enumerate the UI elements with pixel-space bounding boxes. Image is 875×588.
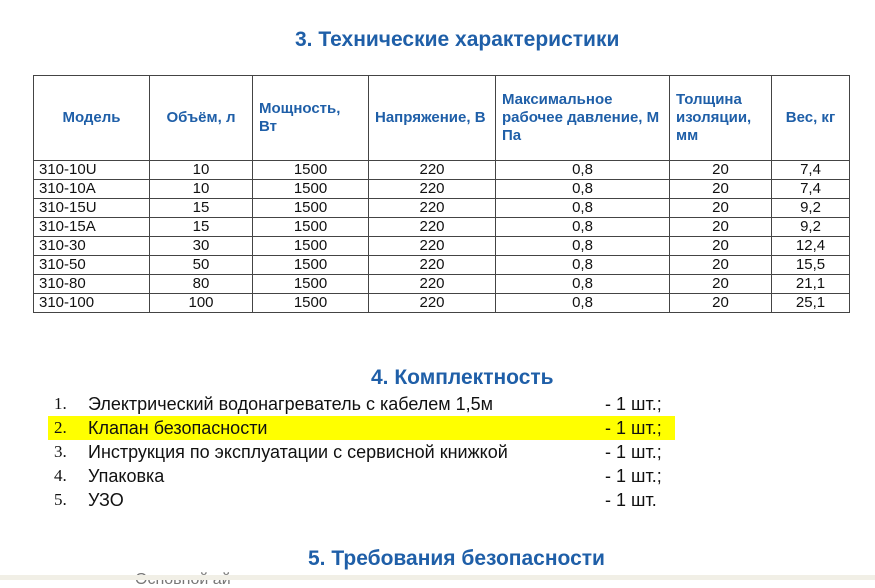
cell-weight: 9,2 bbox=[772, 199, 850, 218]
cell-insulation: 20 bbox=[670, 275, 772, 294]
cell-model: 310-10A bbox=[34, 180, 150, 199]
kit-list bbox=[48, 392, 675, 512]
cell-model: 310-15A bbox=[34, 218, 150, 237]
cell-model: 310-80 bbox=[34, 275, 150, 294]
cell-model: 310-30 bbox=[34, 237, 150, 256]
item-name: Упаковка bbox=[88, 466, 165, 486]
cell-insulation: 20 bbox=[670, 237, 772, 256]
item-number: 4. bbox=[54, 466, 67, 485]
cell-pressure: 0,8 bbox=[496, 237, 670, 256]
cell-weight: 15,5 bbox=[772, 256, 850, 275]
item-number: 2. bbox=[54, 418, 67, 437]
cell-power: 1500 bbox=[253, 199, 369, 218]
item-number: 3. bbox=[54, 442, 67, 461]
cell-power: 1500 bbox=[253, 218, 369, 237]
header-model: Модель bbox=[34, 76, 150, 161]
cell-pressure: 0,8 bbox=[496, 275, 670, 294]
list-item bbox=[48, 488, 675, 512]
cell-volume: 50 bbox=[150, 256, 253, 275]
specs-table bbox=[33, 75, 850, 313]
bottom-bar bbox=[0, 575, 875, 580]
item-name: Клапан безопасности bbox=[88, 418, 268, 438]
table-row bbox=[34, 256, 850, 275]
header-power: Мощность, Вт bbox=[253, 76, 369, 161]
cell-weight: 25,1 bbox=[772, 294, 850, 313]
cell-pressure: 0,8 bbox=[496, 161, 670, 180]
table-row bbox=[34, 237, 850, 256]
cell-insulation: 20 bbox=[670, 199, 772, 218]
cell-power: 1500 bbox=[253, 294, 369, 313]
cell-voltage: 220 bbox=[369, 199, 496, 218]
table-row bbox=[34, 275, 850, 294]
cell-model: 310-10U bbox=[34, 161, 150, 180]
cell-weight: 21,1 bbox=[772, 275, 850, 294]
cell-voltage: 220 bbox=[369, 161, 496, 180]
cell-power: 1500 bbox=[253, 237, 369, 256]
cell-model: 310-50 bbox=[34, 256, 150, 275]
item-quantity: - 1 шт.; bbox=[605, 418, 662, 438]
cell-power: 1500 bbox=[253, 256, 369, 275]
cell-weight: 12,4 bbox=[772, 237, 850, 256]
cell-power: 1500 bbox=[253, 161, 369, 180]
cell-pressure: 0,8 bbox=[496, 256, 670, 275]
cell-power: 1500 bbox=[253, 180, 369, 199]
cell-volume: 10 bbox=[150, 161, 253, 180]
cell-voltage: 220 bbox=[369, 237, 496, 256]
item-quantity: - 1 шт.; bbox=[605, 466, 662, 486]
table-row bbox=[34, 199, 850, 218]
cell-insulation: 20 bbox=[670, 180, 772, 199]
cell-voltage: 220 bbox=[369, 256, 496, 275]
cell-pressure: 0,8 bbox=[496, 199, 670, 218]
header-weight: Вес, кг bbox=[772, 76, 850, 161]
cell-volume: 10 bbox=[150, 180, 253, 199]
item-quantity: - 1 шт.; bbox=[605, 442, 662, 462]
cell-weight: 9,2 bbox=[772, 218, 850, 237]
table-row bbox=[34, 180, 850, 199]
cell-voltage: 220 bbox=[369, 180, 496, 199]
list-item bbox=[48, 464, 675, 488]
cell-volume: 15 bbox=[150, 199, 253, 218]
header-volume: Объём, л bbox=[150, 76, 253, 161]
cell-insulation: 20 bbox=[670, 256, 772, 275]
cell-volume: 80 bbox=[150, 275, 253, 294]
cell-voltage: 220 bbox=[369, 275, 496, 294]
cell-voltage: 220 bbox=[369, 218, 496, 237]
item-number: 5. bbox=[54, 490, 67, 509]
cell-weight: 7,4 bbox=[772, 180, 850, 199]
header-voltage: Напряжение, В bbox=[369, 76, 496, 161]
cell-model: 310-15U bbox=[34, 199, 150, 218]
list-item bbox=[48, 416, 675, 440]
item-name: Инструкция по эксплуатации с сервисной книжкой bbox=[88, 442, 508, 462]
cell-voltage: 220 bbox=[369, 294, 496, 313]
item-name: УЗО bbox=[88, 490, 124, 510]
section-title-tech-specs: 3. Технические характеристики bbox=[295, 28, 620, 51]
cell-pressure: 0,8 bbox=[496, 294, 670, 313]
cell-insulation: 20 bbox=[670, 161, 772, 180]
header-insulation: Толщина изоляции, мм bbox=[670, 76, 772, 161]
cell-insulation: 20 bbox=[670, 294, 772, 313]
cell-pressure: 0,8 bbox=[496, 180, 670, 199]
cell-volume: 30 bbox=[150, 237, 253, 256]
cell-model: 310-100 bbox=[34, 294, 150, 313]
item-number: 1. bbox=[54, 394, 67, 413]
item-name: Электрический водонагреватель с кабелем 1,5м bbox=[88, 394, 494, 414]
table-row bbox=[34, 218, 850, 237]
specs-header-row bbox=[34, 76, 850, 161]
cell-weight: 7,4 bbox=[772, 161, 850, 180]
table-row bbox=[34, 294, 850, 313]
section-title-safety: 5. Требования безопасности bbox=[308, 547, 605, 570]
item-quantity: - 1 шт. bbox=[605, 490, 657, 510]
section-title-kit: 4. Комплектность bbox=[371, 366, 554, 389]
cell-insulation: 20 bbox=[670, 218, 772, 237]
cell-pressure: 0,8 bbox=[496, 218, 670, 237]
list-item bbox=[48, 440, 675, 464]
cell-volume: 15 bbox=[150, 218, 253, 237]
item-quantity: - 1 шт.; bbox=[605, 394, 662, 414]
cell-volume: 100 bbox=[150, 294, 253, 313]
cell-power: 1500 bbox=[253, 275, 369, 294]
list-item bbox=[48, 392, 675, 416]
header-pressure: Максимальное рабочее давление, М Па bbox=[496, 76, 670, 161]
table-row bbox=[34, 161, 850, 180]
